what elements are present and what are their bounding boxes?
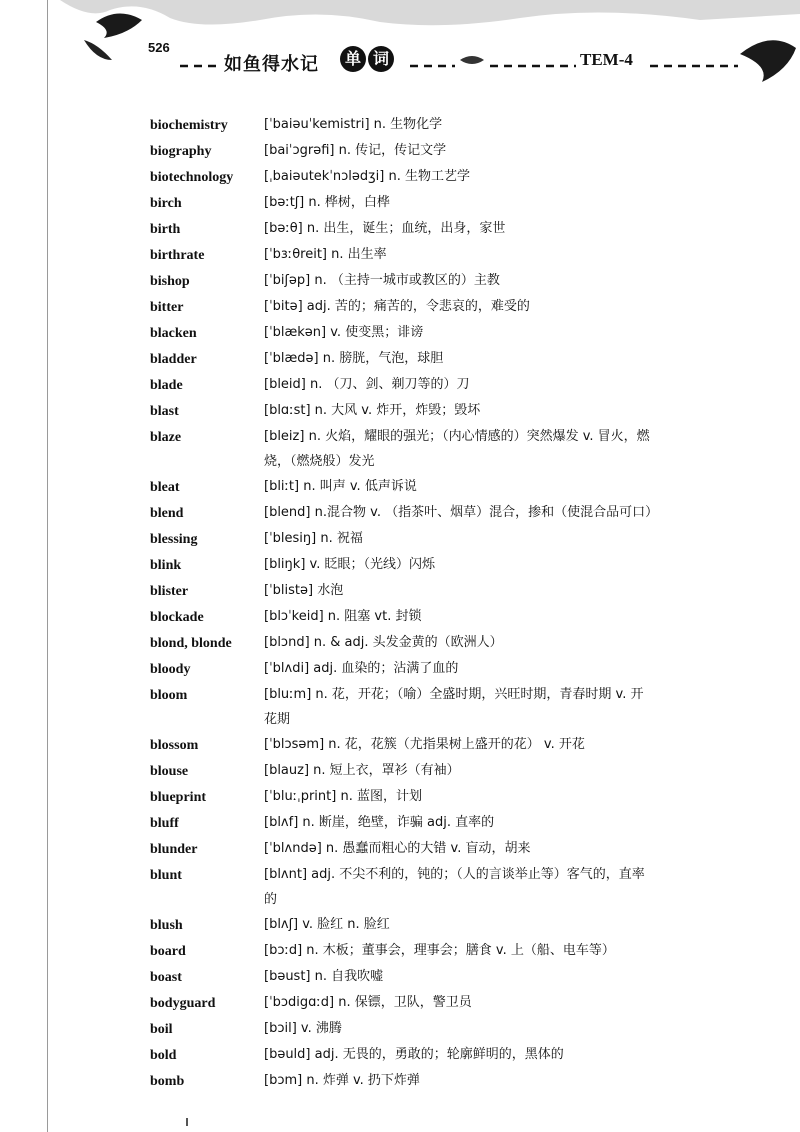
definition-line: [blɔˈkeid] n. 阻塞 vt. 封锁 [264, 609, 422, 624]
definition-line: [bleiz] n. 火焰，耀眼的强光；（内心情感的）突然爆发 v. 冒火，燃 [264, 429, 650, 444]
vocab-entry [150, 138, 730, 164]
headword: blockade [150, 610, 204, 625]
small-fish-icon [460, 56, 484, 64]
headword: bodyguard [150, 996, 216, 1011]
headword: biography [150, 144, 212, 159]
page-header [0, 0, 800, 100]
definition [264, 630, 730, 655]
vocab-entry [150, 112, 730, 138]
vocab-entry [150, 964, 730, 990]
definition [264, 810, 730, 835]
vocab-entry [150, 784, 730, 810]
vocab-entry [150, 474, 730, 500]
definition [264, 552, 730, 577]
vocab-entry [150, 398, 730, 424]
headword: bleat [150, 480, 180, 495]
definition [264, 320, 730, 345]
definition [264, 784, 730, 809]
definition [264, 164, 730, 189]
vocab-entry [150, 526, 730, 552]
definition [264, 758, 730, 783]
vocab-entry [150, 810, 730, 836]
headword: birch [150, 196, 182, 211]
headword: blend [150, 506, 184, 521]
vocab-entry [150, 758, 730, 784]
definition-line: [bəːθ] n. 出生，诞生；血统，出身，家世 [264, 221, 506, 236]
definition [264, 1016, 730, 1041]
headword: blaze [150, 430, 182, 445]
definition-line: [ˈblædə] n. 膀胱，气泡，球胆 [264, 351, 444, 366]
definition-line: [bliːt] n. 叫声 v. 低声诉说 [264, 479, 417, 494]
definition-line: [blʌnt] adj. 不尖不利的，钝的；（人的言谈举止等）客气的，直率 [264, 867, 645, 882]
header-smudge [60, 0, 800, 25]
headword: bishop [150, 274, 190, 289]
vocab-entry [150, 732, 730, 758]
definition-line: [bəuld] adj. 无畏的，勇敢的；轮廓鲜明的，黑体的 [264, 1047, 564, 1062]
headword: board [150, 944, 186, 959]
definition-line: [ˌbaiəutekˈnɔlədʒi] n. 生物工艺学 [264, 169, 470, 184]
definition-line: [blɔnd] n. & adj. 头发金黄的（欧洲人） [264, 635, 503, 650]
vocab-entry [150, 604, 730, 630]
definition [264, 474, 730, 499]
vocab-entry [150, 938, 730, 964]
definition-line: [ˈblesiŋ] n. 祝福 [264, 531, 363, 546]
vocab-entry [150, 912, 730, 938]
headword: bold [150, 1048, 177, 1063]
definition [264, 990, 730, 1015]
vocab-entry [150, 552, 730, 578]
vocab-entry [150, 268, 730, 294]
definition-line: [blauz] n. 短上衣，罩衫（有袖） [264, 763, 460, 778]
vocab-entry [150, 190, 730, 216]
definition [264, 938, 730, 963]
headword: blink [150, 558, 182, 573]
definition-line: [bəːtʃ] n. 桦树，白桦 [264, 195, 390, 210]
definition [264, 912, 730, 937]
headword: birthrate [150, 248, 205, 263]
page-number: 526 [148, 40, 170, 55]
definition-line: [ˈblistə] 水泡 [264, 583, 344, 598]
vocab-entry [150, 862, 730, 912]
definition-line: 的 [264, 892, 278, 907]
headword: blade [150, 378, 183, 393]
definition-line: [blɑːst] n. 大风 v. 炸开，炸毁；毁坏 [264, 403, 481, 418]
section-char-1: 单 [340, 46, 366, 72]
definition-line: [ˈblʌndə] n. 愚蠢而粗心的大错 v. 盲动，胡来 [264, 841, 531, 856]
definition-line: [blʌʃ] v. 脸红 n. 脸红 [264, 917, 390, 932]
definition-line: [blʌf] n. 断崖，绝壁，诈骗 adj. 直率的 [264, 815, 495, 830]
vocab-entry [150, 424, 730, 474]
header-decoration [0, 0, 800, 100]
headword: blessing [150, 532, 198, 547]
definition [264, 346, 730, 371]
definition-line: [bɔil] v. 沸腾 [264, 1021, 342, 1036]
headword: blister [150, 584, 189, 599]
definition [264, 526, 730, 551]
definition [264, 500, 730, 525]
headword: blunder [150, 842, 198, 857]
definition-line: [baiˈɔgrəfi] n. 传记，传记文学 [264, 143, 447, 158]
definition-line: [bɔːd] n. 木板；董事会，理事会；膳食 v. 上（船、电车等） [264, 943, 615, 958]
definition [264, 964, 730, 989]
definition-line: [bɔm] n. 炸弹 v. 扔下炸弹 [264, 1073, 420, 1088]
vocab-entry [150, 836, 730, 862]
definition-line: 烧，（燃烧般）发光 [264, 454, 375, 469]
definition [264, 268, 730, 293]
definition [264, 1042, 730, 1067]
definition-line: [bluːm] n. 花，开花；（喻）全盛时期，兴旺时期，青春时期 v. 开 [264, 687, 644, 702]
definition [264, 578, 730, 603]
definition-line: 花期 [264, 712, 291, 727]
definition-line: [ˈbɔdigɑːd] n. 保镖，卫队，警卫员 [264, 995, 472, 1010]
vocab-entry [150, 990, 730, 1016]
vocab-entry [150, 294, 730, 320]
left-fish-icon [96, 13, 142, 38]
definition [264, 190, 730, 215]
headword: bitter [150, 300, 184, 315]
exam-label: TEM-4 [580, 50, 633, 69]
page-edge-rule [47, 0, 48, 1132]
section-badge [340, 46, 394, 72]
headword: blush [150, 918, 183, 933]
headword: boil [150, 1022, 173, 1037]
headword: blast [150, 404, 179, 419]
definition-line: [blend] n.混合物 v. （指茶叶、烟草）混合，掺和（使混合品可口） [264, 505, 659, 520]
vocab-entry [150, 1068, 730, 1094]
definition-line: [ˈbiʃəp] n. （主持一城市或教区的）主教 [264, 273, 500, 288]
vocab-entry [150, 216, 730, 242]
definition [264, 138, 730, 163]
definition [264, 656, 730, 681]
definition [264, 732, 730, 757]
vocab-entry [150, 1042, 730, 1068]
vocab-entry [150, 682, 730, 732]
definition-line: [ˈblʌdi] adj. 血染的；沾满了血的 [264, 661, 459, 676]
headword: blond, blonde [150, 636, 232, 651]
vocab-entry [150, 164, 730, 190]
definition [264, 372, 730, 397]
headword: bladder [150, 352, 197, 367]
headword: blouse [150, 764, 189, 779]
definition-line: [ˈblɔsəm] n. 花，花簇（尤指果树上盛开的花） v. 开花 [264, 737, 585, 752]
definition [264, 294, 730, 319]
definition-line: [ˈblækən] v. 使变黑；诽谤 [264, 325, 424, 340]
headword: blossom [150, 738, 199, 753]
definition-line: [bəust] n. 自我吹嘘 [264, 969, 384, 984]
headword: biochemistry [150, 118, 228, 133]
headword: bomb [150, 1074, 185, 1089]
definition [264, 836, 730, 861]
left-fin-icon [84, 40, 112, 60]
headword: blueprint [150, 790, 207, 805]
definition [264, 862, 730, 912]
definition [264, 216, 730, 241]
section-char-2: 词 [368, 46, 394, 72]
headword: bluff [150, 816, 179, 831]
headword: bloody [150, 662, 191, 677]
headword: blacken [150, 326, 197, 341]
bottom-tick [186, 1118, 188, 1126]
definition-line: [bleid] n. （刀、剑、剃刀等的）刀 [264, 377, 470, 392]
vocab-entry [150, 630, 730, 656]
definition [264, 398, 730, 423]
vocab-entry [150, 500, 730, 526]
definition [264, 604, 730, 629]
right-fish-icon [740, 40, 796, 82]
definition [264, 112, 730, 137]
headword: boast [150, 970, 182, 985]
definition-line: [ˈbɜːθreit] n. 出生率 [264, 247, 387, 262]
definition [264, 424, 730, 474]
headword: birth [150, 222, 181, 237]
headword: bloom [150, 688, 188, 703]
headword: blunt [150, 868, 182, 883]
definition-line: [bliŋk] v. 眨眼；（光线）闪烁 [264, 557, 435, 572]
definition [264, 1068, 730, 1093]
vocab-entry [150, 320, 730, 346]
vocab-entry [150, 578, 730, 604]
definition-line: [ˈbluːˌprint] n. 蓝图，计划 [264, 789, 422, 804]
definition-line: [ˈbaiəuˈkemistri] n. 生物化学 [264, 117, 443, 132]
book-title: 如鱼得水记 [224, 54, 319, 75]
vocab-entry [150, 656, 730, 682]
definition [264, 682, 730, 732]
headword: biotechnology [150, 170, 234, 185]
vocabulary-list [150, 112, 730, 1094]
definition [264, 242, 730, 267]
vocab-entry [150, 1016, 730, 1042]
vocab-entry [150, 346, 730, 372]
vocab-entry [150, 372, 730, 398]
vocab-entry [150, 242, 730, 268]
definition-line: [ˈbitə] adj. 苦的；痛苦的，令悲哀的，难受的 [264, 299, 530, 314]
